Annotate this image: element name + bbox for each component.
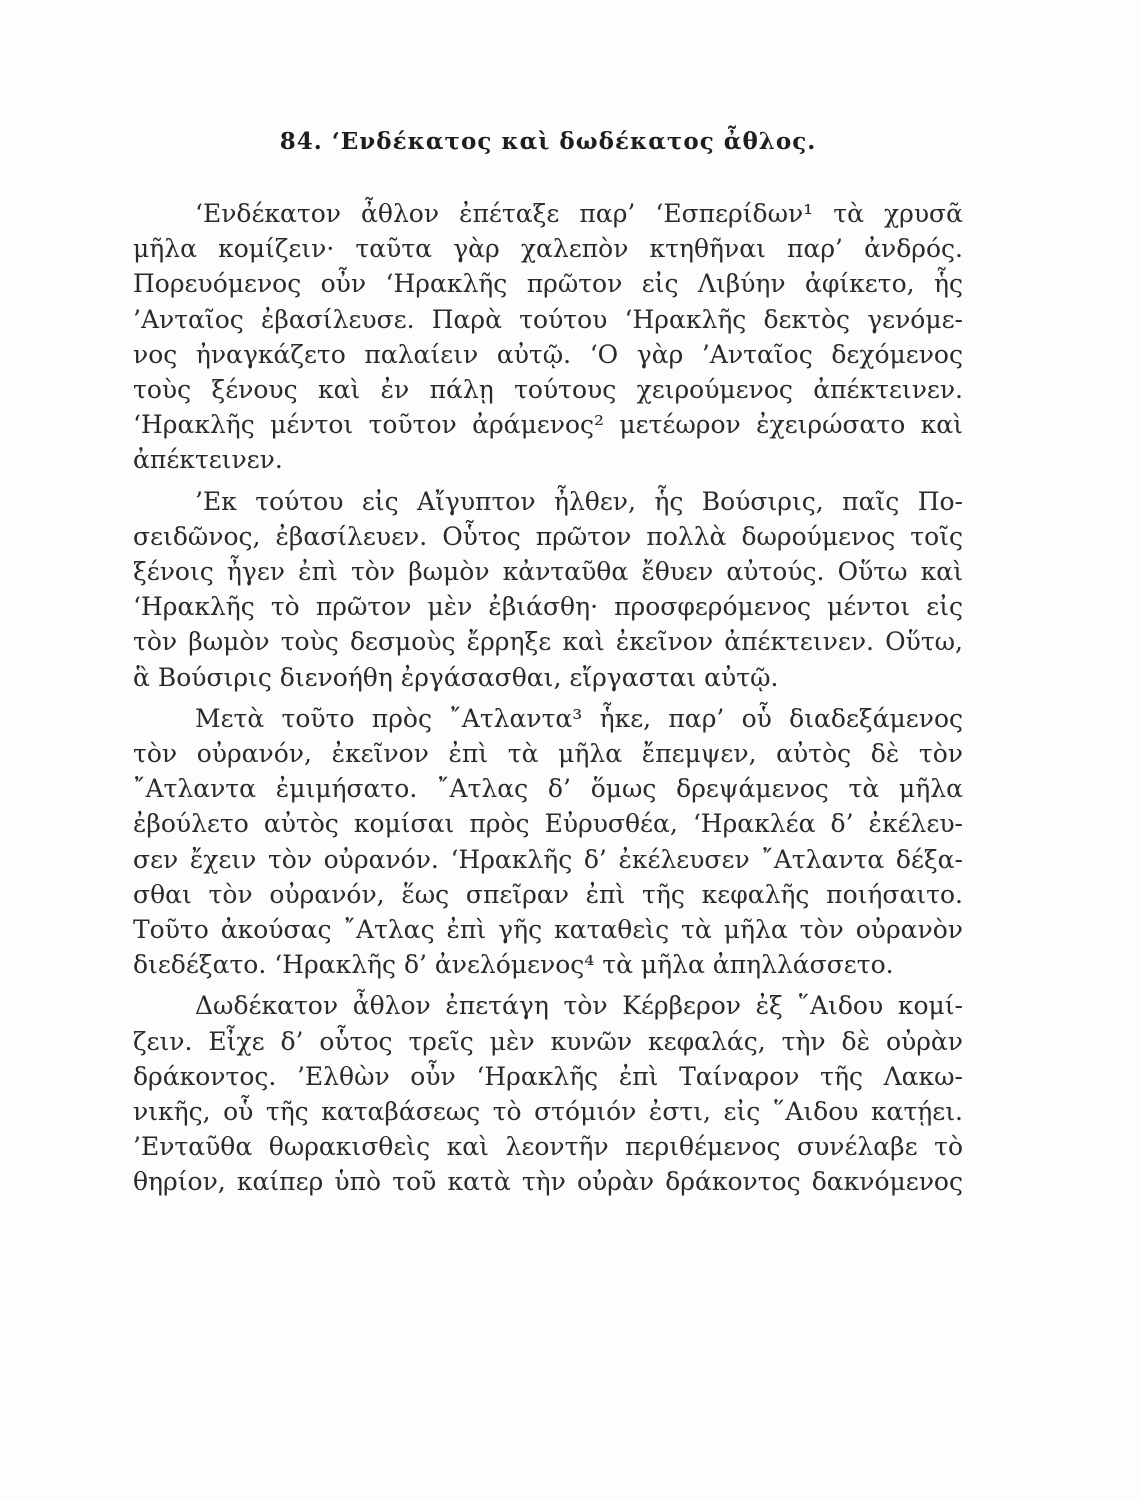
text-line: νος ἠναγκάζετο παλαίειν αὐτῷ. ‘Ο γὰρ ’Ανταῖος δεχόμενος — [133, 339, 963, 369]
text-line: ἃ Βούσιρις διενοήθη ἐργάσασθαι, εἴργασται αὐτῷ. — [133, 662, 779, 692]
text-line: ζειν. Εἶχε δ’ οὗτος τρεῖς μὲν κυνῶν κεφαλάς, τὴν δὲ οὐρὰν — [133, 1026, 963, 1056]
text-line: τὸν οὐρανόν, ἐκεῖνον ἐπὶ τὰ μῆλα ἔπεμψεν, αὐτὸς δὲ τὸν — [133, 739, 963, 769]
text-line: τὸν βωμὸν τοὺς δεσμοὺς ἔρρηξε καὶ ἐκεῖνον ἀπέκτεινεν. Οὕτω, — [133, 627, 963, 657]
text-line: ἀπέκτεινεν. — [133, 445, 283, 475]
text-line: σεν ἔχειν τὸν οὐρανόν. ‘Ηρακλῆς δ’ ἐκέλευσεν ῎Ατλαντα δέξα- — [133, 844, 963, 874]
text-line: σειδῶνος, ἐβασίλευεν. Οὗτος πρῶτον πολλὰ δωρούμενος τοῖς — [133, 521, 963, 551]
text-line: ’Εκ τούτου εἰς Αἴγυπτον ἦλθεν, ἧς Βούσιρις, παῖς Πο- — [195, 486, 963, 516]
text-line: διεδέξατο. ‘Ηρακλῆς δ’ ἀνελόμενος⁴ τὰ μῆλα ἀπηλλάσσετο. — [133, 950, 894, 980]
paragraph-1 — [133, 196, 963, 478]
text-line: θηρίον, καίπερ ὑπὸ τοῦ κατὰ τὴν οὐρὰν δράκοντος δακνόμενος — [133, 1167, 963, 1197]
text-line: δράκοντος. ’Ελθὼν οὖν ‘Ηρακλῆς ἐπὶ Ταίναρον τῆς Λακω- — [133, 1061, 963, 1091]
text-line: τοὺς ξένους καὶ ἐν πάλῃ τούτους χειρούμενος ἀπέκτεινεν. — [133, 375, 963, 405]
chapter-title: 84. ‘Ενδέκατος καὶ δωδέκατος ἆθλος. — [279, 128, 817, 155]
paragraph-3 — [133, 701, 963, 983]
text-line: Πορευόμενος οὖν ‘Ηρακλῆς πρῶτον εἰς Λιβύην ἀφίκετο, ἧς — [133, 269, 963, 299]
text-line: ξένοις ἦγεν ἐπὶ τὸν βωμὸν κἀνταῦθα ἔθυεν αὐτούς. Οὕτω καὶ — [133, 557, 963, 587]
text-line: Τοῦτο ἀκούσας ῎Ατλας ἐπὶ γῆς καταθεὶς τὰ μῆλα τὸν οὐρανὸν — [133, 915, 963, 945]
text-line: ῎Ατλαντα ἐμιμήσατο. ῎Ατλας δ’ ὅμως δρεψάμενος τὰ μῆλα — [133, 774, 963, 804]
paragraph-2 — [133, 484, 963, 695]
paragraph-4 — [133, 988, 963, 1199]
text-line: σθαι τὸν οὐρανόν, ἕως σπεῖραν ἐπὶ τῆς κεφαλῆς ποιήσαιτο. — [133, 879, 963, 909]
text-line: Δωδέκατον ἆθλον ἐπετάγη τὸν Κέρβερον ἐξ ῞Αιδου κομί- — [195, 991, 963, 1021]
text-line: ‘Ηρακλῆς τὸ πρῶτον μὲν ἐβιάσθη· προσφερόμενος μέντοι εἰς — [133, 592, 963, 622]
text-line: ἐβούλετο αὐτὸς κομίσαι πρὸς Εὐρυσθέα, ‘Ηρακλέα δ’ ἐκέλευ- — [133, 809, 963, 839]
text-block — [133, 128, 963, 1206]
text-line: ’Ενταῦθα θωρακισθεὶς καὶ λεοντῆν περιθέμενος συνέλαβε τὸ — [133, 1132, 963, 1162]
text-line: ‘Ηρακλῆς μέντοι τοῦτον ἀράμενος² μετέωρον ἐχειρώσατο καὶ — [133, 410, 963, 440]
text-line: ‘Ενδέκατον ἆθλον ἐπέταξε παρ’ ‘Εσπερίδων¹ τὰ χρυσᾶ — [195, 199, 963, 228]
text-line: ’Ανταῖος ἐβασίλευσε. Παρὰ τούτου ‘Ηρακλῆς δεκτὸς γενόμε- — [133, 304, 963, 334]
text-line: μῆλα κομίζειν· ταῦτα γὰρ χαλεπὸν κτηθῆναι παρ’ ἀνδρός. — [133, 234, 963, 264]
text-line: νικῆς, οὗ τῆς καταβάσεως τὸ στόμιόν ἐστι, εἰς ῞Αιδου κατῄει. — [133, 1097, 963, 1127]
text-line: Μετὰ τοῦτο πρὸς ῎Ατλαντα³ ἧκε, παρ’ οὗ διαδεξάμενος — [195, 703, 963, 733]
